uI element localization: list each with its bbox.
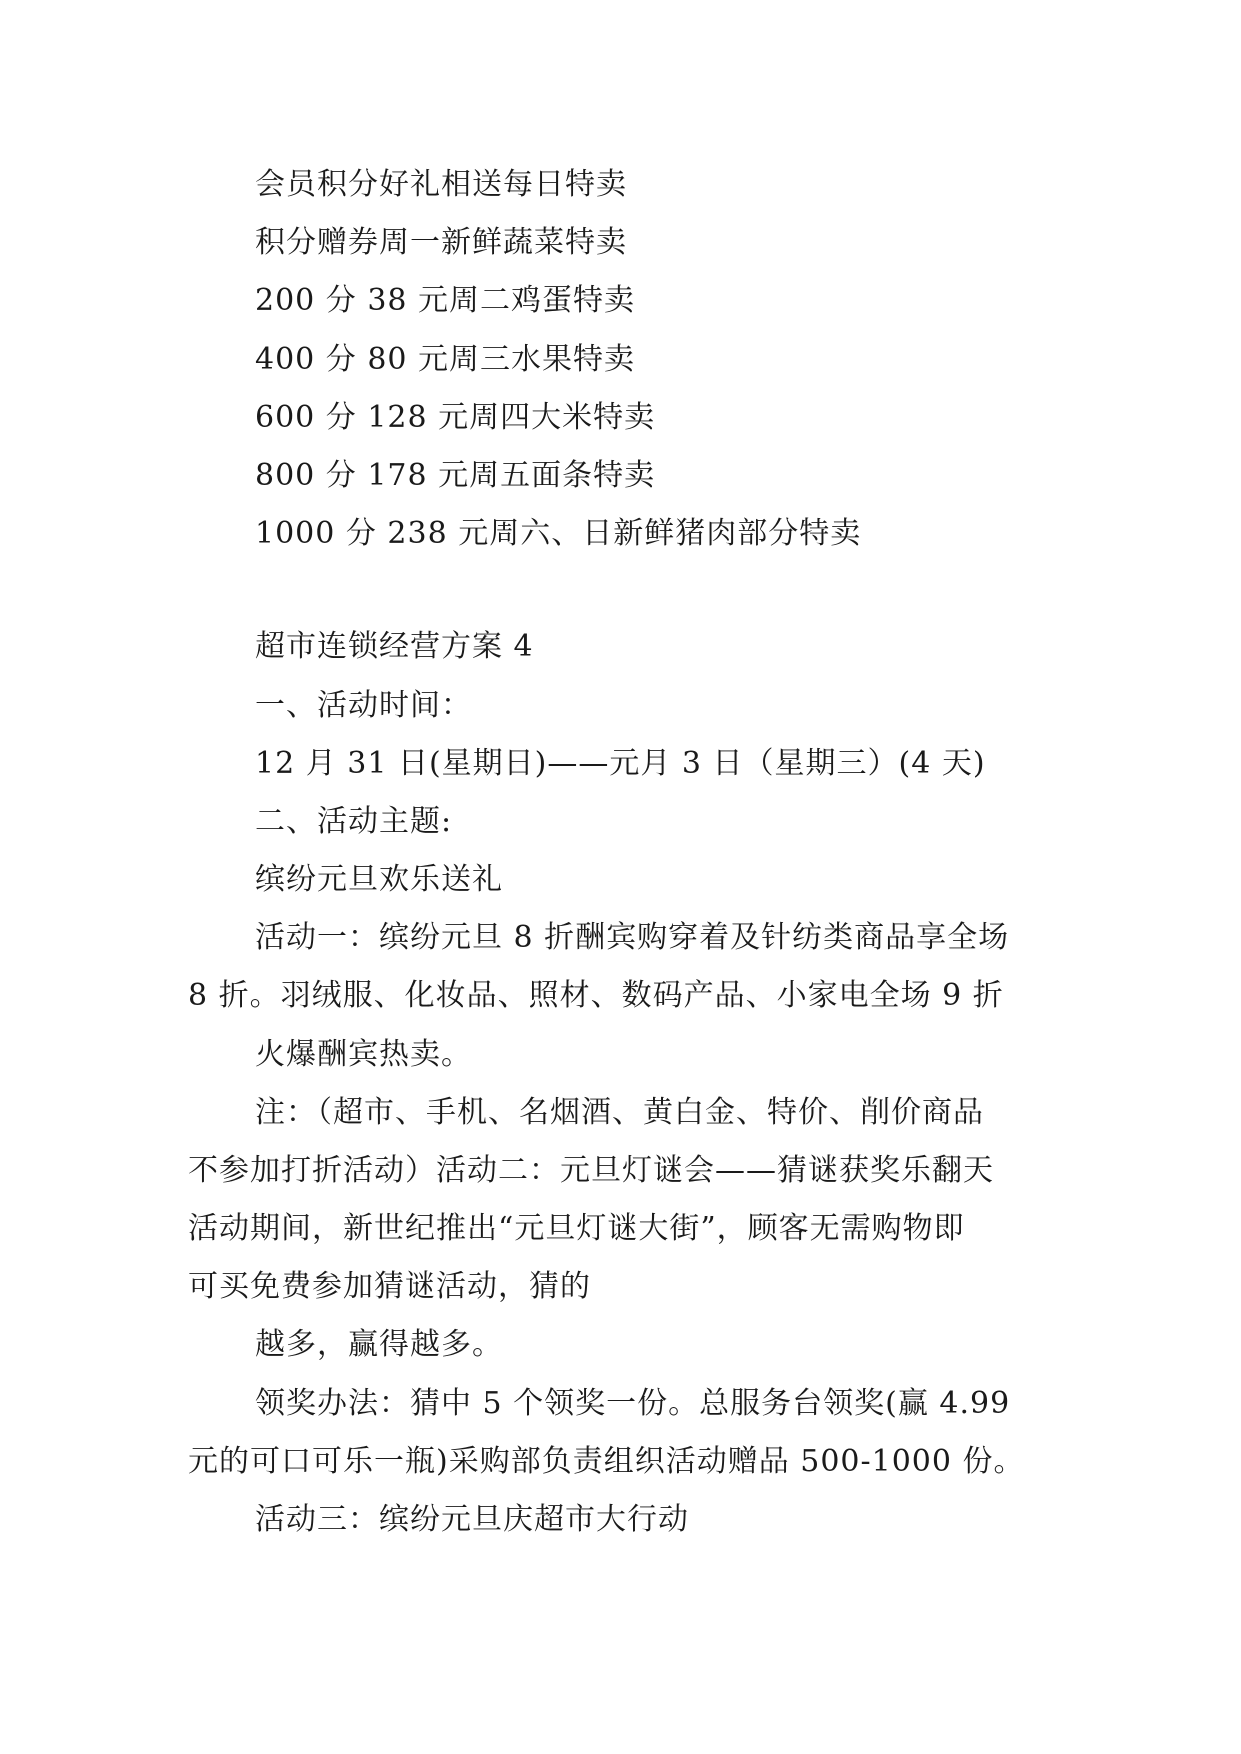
guess-more-line: 越多，赢得越多。 <box>255 1327 503 1362</box>
member-points-heading: 会员积分好礼相送每日特卖 <box>255 167 627 202</box>
note-line-1: 注：（超市、手机、名烟酒、黄白金、特价、削价商品 <box>255 1095 984 1130</box>
activity-one-line-2: 8 折。羽绒服、化妆品、照材、数码产品、小家电全场 9 折 <box>188 978 1004 1013</box>
section-title: 超市连锁经营方案 4 <box>255 629 534 664</box>
activity-three-line: 活动三：缤纷元旦庆超市大行动 <box>255 1502 689 1537</box>
activity-time-heading: 一、活动时间： <box>255 688 472 723</box>
points-1000-line: 1000 分 238 元周六、日新鲜猪肉部分特卖 <box>255 516 862 551</box>
note-line-4: 可买免费参加猜谜活动，猜的 <box>188 1269 591 1304</box>
points-800-line: 800 分 178 元周五面条特卖 <box>255 458 656 493</box>
points-400-line: 400 分 80 元周三水果特卖 <box>255 342 636 377</box>
prize-method-line-1: 领奖办法：猜中 5 个领奖一份。总服务台领奖(赢 4.99 <box>255 1386 1011 1421</box>
prize-method-line-2: 元的可口可乐一瓶)采购部负责组织活动赠品 500-1000 份。 <box>188 1444 1025 1479</box>
points-coupon-line: 积分赠券周一新鲜蔬菜特卖 <box>255 225 627 260</box>
points-200-line: 200 分 38 元周二鸡蛋特卖 <box>255 283 636 318</box>
activity-one-line-3: 火爆酬宾热卖。 <box>255 1037 472 1072</box>
note-line-3: 活动期间，新世纪推出“元旦灯谜大街”，顾客无需购物即 <box>188 1211 965 1246</box>
activity-one-line-1: 活动一：缤纷元旦 8 折酬宾购穿着及针纺类商品享全场 <box>255 920 1010 955</box>
points-600-line: 600 分 128 元周四大米特卖 <box>255 400 656 435</box>
note-line-2: 不参加打折活动）活动二：元旦灯谜会——猜谜获奖乐翻天 <box>188 1153 994 1188</box>
activity-theme-heading: 二、活动主题: <box>255 804 453 839</box>
activity-theme-value: 缤纷元旦欢乐送礼 <box>255 862 503 897</box>
activity-time-value: 12 月 31 日(星期日)——元月 3 日（星期三）(4 天) <box>255 746 986 781</box>
